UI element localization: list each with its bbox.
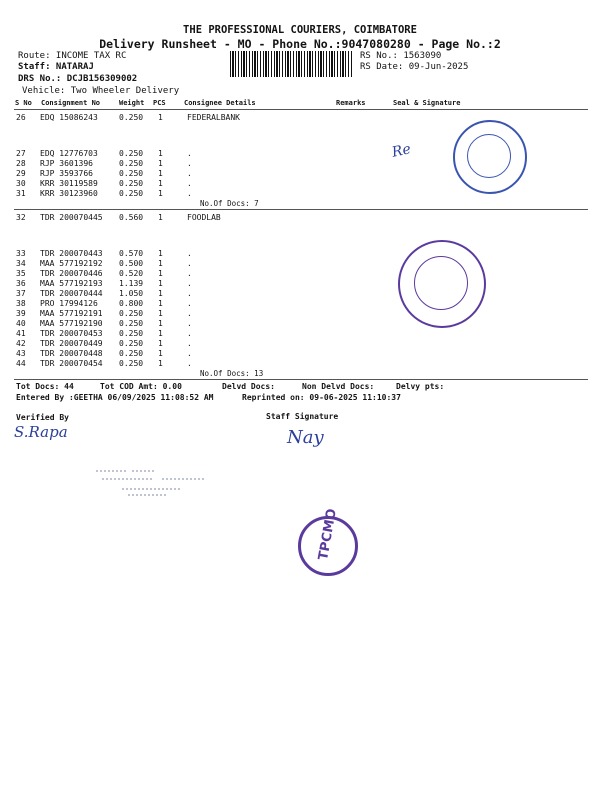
row-consignment: TDR 200070454	[40, 359, 103, 368]
table-row	[0, 319, 600, 329]
col-pcs: PCS	[153, 99, 166, 107]
row-weight: 1.139	[119, 279, 144, 288]
row-consignee: FEDERALBANK	[187, 113, 240, 122]
table-row	[0, 309, 600, 319]
rs-number: RS No.: 1563090	[360, 51, 442, 61]
row-consignment: EDQ 15086243	[40, 113, 98, 122]
row-pcs: 1	[158, 299, 163, 308]
row-weight: 0.250	[119, 189, 144, 198]
row-sno: 30	[16, 179, 26, 188]
row-consignee: .	[187, 189, 192, 198]
row-consignment: TDR 200070453	[40, 329, 103, 338]
row-pcs: 1	[158, 319, 163, 328]
row-weight: 0.250	[119, 329, 144, 338]
delivery-points: Delvy pts:	[396, 382, 445, 391]
row-consignment: PRO 17994126	[40, 299, 98, 308]
row-consignment: TDR 200070446	[40, 269, 103, 278]
row-sno: 26	[16, 113, 26, 122]
tpc-stamp-bottom: MO	[320, 507, 340, 534]
row-consignee: .	[187, 279, 192, 288]
row-weight: 0.800	[119, 299, 144, 308]
row-weight: 0.250	[119, 149, 144, 158]
row-weight: 1.050	[119, 289, 144, 298]
row-pcs: 1	[158, 269, 163, 278]
row-consignee: .	[187, 329, 192, 338]
col-seal-signature: Seal & Signature	[393, 99, 461, 107]
verified-signature: S.Rapa	[14, 423, 68, 441]
header-rule	[14, 109, 588, 110]
row-pcs: 1	[158, 349, 163, 358]
row-sno: 44	[16, 359, 26, 368]
row-consignee: .	[187, 179, 192, 188]
row-pcs: 1	[158, 149, 163, 158]
row-consignee: .	[187, 339, 192, 348]
docs-count-group-2: No.Of Docs: 13	[200, 369, 264, 378]
row-pcs: 1	[158, 249, 163, 258]
row-weight: 0.250	[119, 349, 144, 358]
verified-by-label: Verified By	[16, 413, 69, 422]
row-weight: 0.250	[119, 159, 144, 168]
row-pcs: 1	[158, 279, 163, 288]
table-row	[0, 249, 600, 259]
table-row	[0, 189, 600, 199]
table-row	[0, 269, 600, 279]
total-cod-amount: Tot COD Amt: 0.00	[100, 382, 182, 391]
row-consignment: MAA 577192190	[40, 319, 103, 328]
row-weight: 0.250	[119, 339, 144, 348]
row-sno: 27	[16, 149, 26, 158]
table-row	[0, 213, 600, 223]
row-consignee: FOODLAB	[187, 213, 221, 222]
barcode	[230, 51, 352, 77]
row-consignment: EDQ 12776703	[40, 149, 98, 158]
row-consignee: .	[187, 299, 192, 308]
staff-signature: Nay	[287, 427, 324, 448]
bank-seal-inner-ring	[467, 134, 511, 178]
row-consignee: .	[187, 309, 192, 318]
row-weight: 0.250	[119, 319, 144, 328]
row-pcs: 1	[158, 159, 163, 168]
faded-scribble	[92, 465, 212, 501]
row-weight: 0.250	[119, 169, 144, 178]
row-weight: 0.250	[119, 359, 144, 368]
row-consignee: .	[187, 359, 192, 368]
table-row	[0, 289, 600, 299]
row-sno: 37	[16, 289, 26, 298]
row-consignee: .	[187, 289, 192, 298]
row-pcs: 1	[158, 289, 163, 298]
row-consignment: KRR 30123960	[40, 189, 98, 198]
row-sno: 35	[16, 269, 26, 278]
faded-scribble-icon	[92, 465, 212, 501]
row-pcs: 1	[158, 169, 163, 178]
row-sno: 32	[16, 213, 26, 222]
drs-number: DRS No.: DCJB156309002	[18, 74, 138, 84]
row-consignee: .	[187, 319, 192, 328]
row-pcs: 1	[158, 179, 163, 188]
row-sno: 36	[16, 279, 26, 288]
row-pcs: 1	[158, 359, 163, 368]
table-row	[0, 339, 600, 349]
tpc-mo-stamp-text	[316, 507, 340, 563]
row-pcs: 1	[158, 339, 163, 348]
col-consignment: Consignment No	[41, 99, 101, 107]
row-pcs: 1	[158, 189, 163, 198]
row-sno: 34	[16, 259, 26, 268]
row-sno: 39	[16, 309, 26, 318]
row-weight: 0.560	[119, 213, 144, 222]
row-consignment: KRR 30119589	[40, 179, 98, 188]
row-consignment: MAA 577192193	[40, 279, 103, 288]
tpc-mo-stamp	[298, 507, 358, 576]
reprinted-on: Reprinted on: 09-06-2025 11:10:37	[242, 393, 401, 402]
table-row	[0, 259, 600, 269]
row-sno: 40	[16, 319, 26, 328]
col-weight: Weight	[119, 99, 145, 107]
group-rule	[14, 209, 588, 210]
row-sno: 43	[16, 349, 26, 358]
row-pcs: 1	[158, 329, 163, 338]
total-docs: Tot Docs: 44	[16, 382, 74, 391]
totals-rule	[14, 379, 588, 380]
row-pcs: 1	[158, 113, 163, 122]
row-weight: 0.250	[119, 179, 144, 188]
table-row	[0, 299, 600, 309]
row-sno: 41	[16, 329, 26, 338]
docs-count-group-1: No.Of Docs: 7	[200, 199, 259, 208]
company-title: THE PROFESSIONAL COURIERS, COIMBATORE	[183, 24, 417, 36]
delivered-docs: Delvd Docs:	[222, 382, 275, 391]
row-consignee: .	[187, 149, 192, 158]
row-weight: 0.250	[119, 113, 144, 122]
staff-label: Staff: NATARAJ	[18, 62, 94, 72]
non-delivered-docs: Non Delvd Docs:	[302, 382, 375, 391]
company-seal-inner-ring	[414, 256, 468, 310]
row-pcs: 1	[158, 213, 163, 222]
row-weight: 0.520	[119, 269, 144, 278]
row-consignment: MAA 577192192	[40, 259, 103, 268]
entered-by: Entered By :GEETHA 06/09/2025 11:08:52 AM	[16, 393, 214, 402]
table-row	[0, 329, 600, 339]
row-consignee: .	[187, 349, 192, 358]
row-consignment: MAA 577192191	[40, 309, 103, 318]
row-sno: 33	[16, 249, 26, 258]
table-row	[0, 113, 600, 123]
row-consignment: TDR 200070444	[40, 289, 103, 298]
row-consignee: .	[187, 269, 192, 278]
row-sno: 42	[16, 339, 26, 348]
table-row	[0, 359, 600, 369]
row-weight: 0.570	[119, 249, 144, 258]
row-weight: 0.500	[119, 259, 144, 268]
col-consignee: Consignee Details	[184, 99, 256, 107]
row-consignee: .	[187, 249, 192, 258]
row-consignee: .	[187, 169, 192, 178]
tpc-stamp-top: TPC	[316, 531, 336, 562]
row-consignment: TDR 200070445	[40, 213, 103, 222]
runsheet-subtitle: Delivery Runsheet - MO - Phone No.:9047080280 - Page No.:2	[99, 37, 501, 51]
row-pcs: 1	[158, 309, 163, 318]
row-sno: 31	[16, 189, 26, 198]
row-consignee: .	[187, 159, 192, 168]
staff-signature-label: Staff Signature	[266, 412, 339, 421]
rs-date: RS Date: 09-Jun-2025	[360, 62, 469, 72]
bank-seal-stamp	[453, 120, 527, 194]
col-sno: S No	[15, 99, 32, 107]
row-consignment: TDR 200070448	[40, 349, 103, 358]
col-remarks: Remarks	[336, 99, 366, 107]
row-sno: 38	[16, 299, 26, 308]
table-row	[0, 349, 600, 359]
company-seal-stamp	[398, 240, 486, 328]
row-consignment: TDR 200070449	[40, 339, 103, 348]
row-pcs: 1	[158, 259, 163, 268]
row-sno: 28	[16, 159, 26, 168]
row-weight: 0.250	[119, 309, 144, 318]
vehicle-label: Vehicle: Two Wheeler Delivery	[22, 86, 180, 96]
table-row	[0, 279, 600, 289]
remark-signature: Re	[390, 141, 413, 161]
row-consignee: .	[187, 259, 192, 268]
row-consignment: TDR 200070443	[40, 249, 103, 258]
row-sno: 29	[16, 169, 26, 178]
route-label: Route: INCOME TAX RC	[18, 51, 127, 61]
row-consignment: RJP 3601396	[40, 159, 93, 168]
row-consignment: RJP 3593766	[40, 169, 93, 178]
